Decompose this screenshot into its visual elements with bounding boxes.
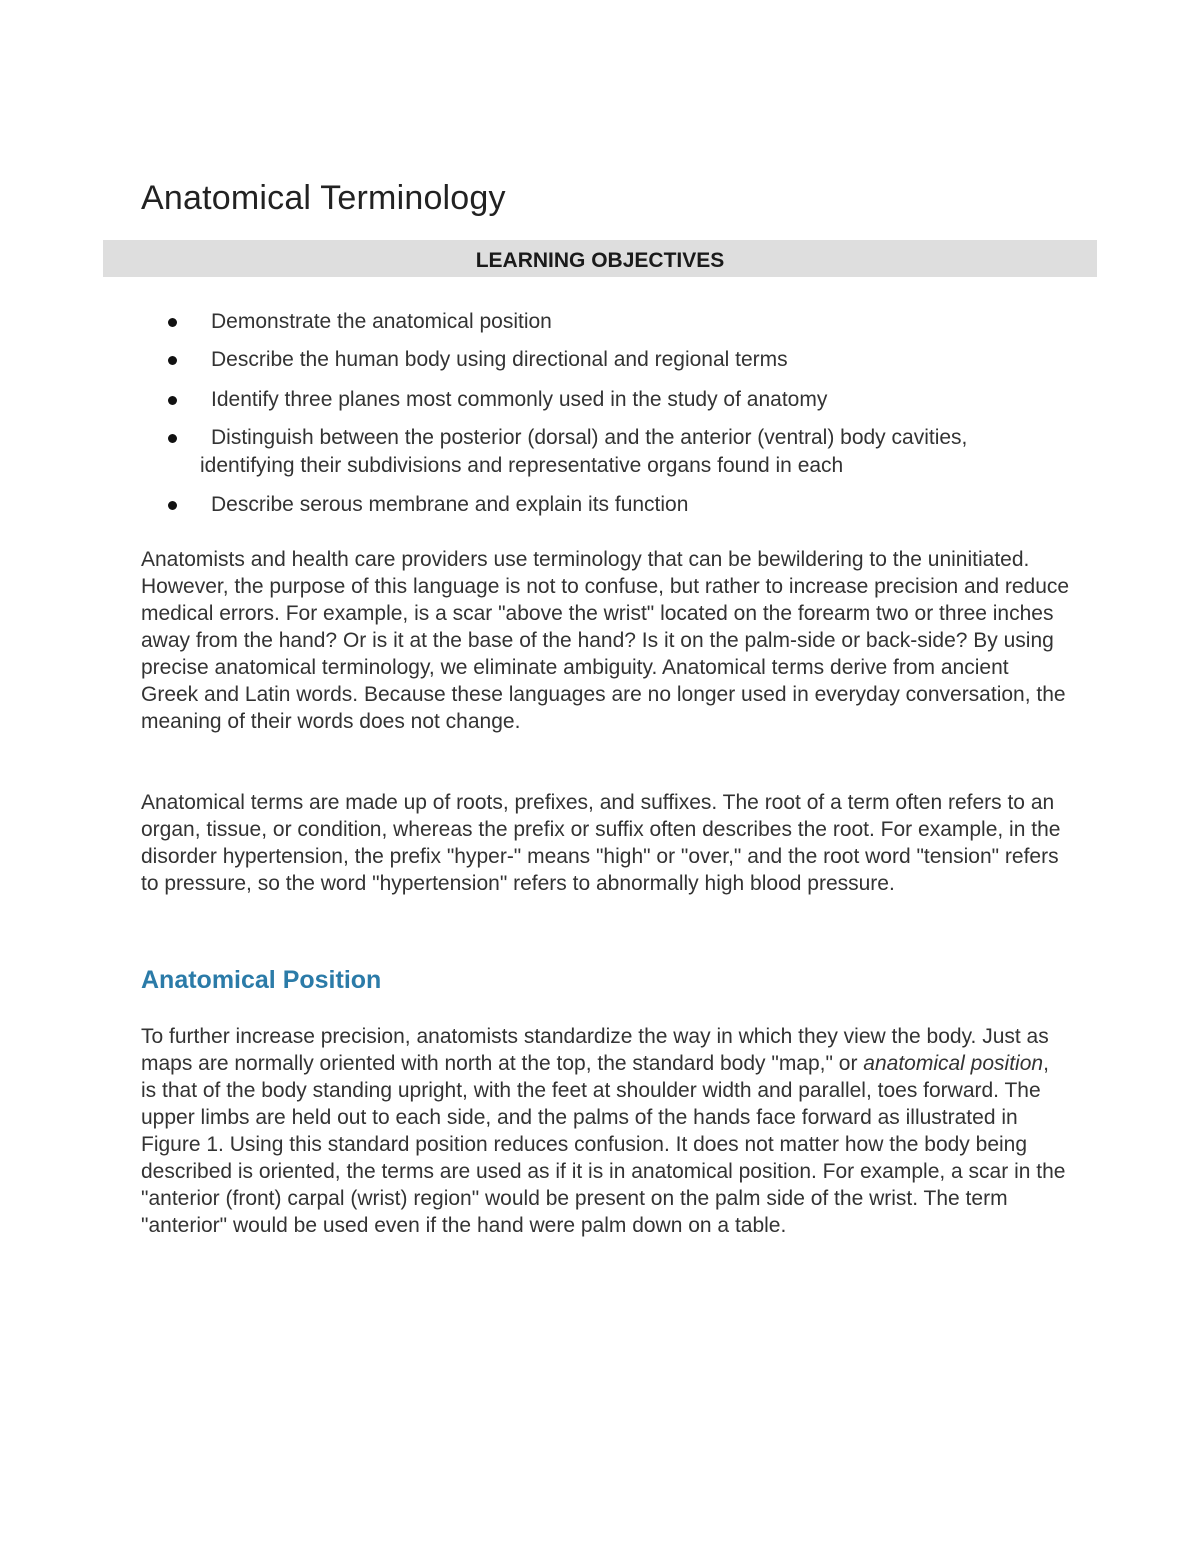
learning-objectives-heading: LEARNING OBJECTIVES [475, 249, 725, 272]
bullet-icon [168, 501, 177, 510]
objective-text: Demonstrate the anatomical position [211, 310, 552, 333]
paragraph-text-after: , is that of the body standing upright, with the feet at shoulder width and parallel, toes forward. The upper limbs are held out to each side, and the palms of the hands face forward as illustrated in Figure 1. Using this standard position reduces confusion. It does not matter how the body being described is oriented, the terms are used as if it is in anatomical position. For example, a scar in the "anterior (front) carpal (wrist) region" would be present on the palm side of the wrist. The term "anterior" would be used even if the hand were palm down on a table. [141, 1052, 1066, 1237]
document-title: Anatomical Terminology [141, 179, 506, 217]
bullet-icon [168, 318, 177, 327]
anatomical-position-paragraph [141, 1023, 1066, 1239]
objective-text: Describe the human body using directional and regional terms [211, 348, 788, 371]
anatomical-position-term: anatomical position [863, 1052, 1044, 1075]
paragraph-text-before: To further increase precision, anatomists standardize the way in which they view the body. Just as maps are normally oriented with north at the top, the standard body "map," or [141, 1025, 1049, 1075]
anatomical-position-heading: Anatomical Position [141, 966, 382, 994]
bullet-icon [168, 434, 177, 443]
intro-paragraph-2: Anatomical terms are made up of roots, prefixes, and suffixes. The root of a term often refers to an organ, tissue, or condition, whereas the prefix or suffix often describes the root. For example, in the disorder hypertension, the prefix "hyper-" means "high" or "over," and the root word "tension" refers to pressure, so the word "hypertension" refers to abnormally high blood pressure. [141, 791, 1061, 895]
bullet-icon [168, 356, 177, 365]
learning-objectives-banner [103, 240, 1097, 277]
bullet-icon [168, 396, 177, 405]
objective-text: Describe serous membrane and explain its function [211, 493, 689, 516]
intro-paragraph-1: Anatomists and health care providers use terminology that can be bewildering to the uninitiated. However, the purpose of this language is not to confuse, but rather to increase precision and reduce medical errors. For example, is a scar "above the wrist" located on the forearm two or three inches away from the hand? Or is it at the base of the hand? Is it on the palm-side or back-side? By using precise anatomical terminology, we eliminate ambiguity. Anatomical terms derive from ancient Greek and Latin words. Because these languages are no longer used in everyday conversation, the meaning of their words does not change. [141, 548, 1070, 733]
objective-text: Distinguish between the posterior (dorsal) and the anterior (ventral) body cavities, identifying their subdivisions and representative organs found in each [200, 426, 968, 477]
objective-text: Identify three planes most commonly used in the study of anatomy [211, 388, 828, 411]
